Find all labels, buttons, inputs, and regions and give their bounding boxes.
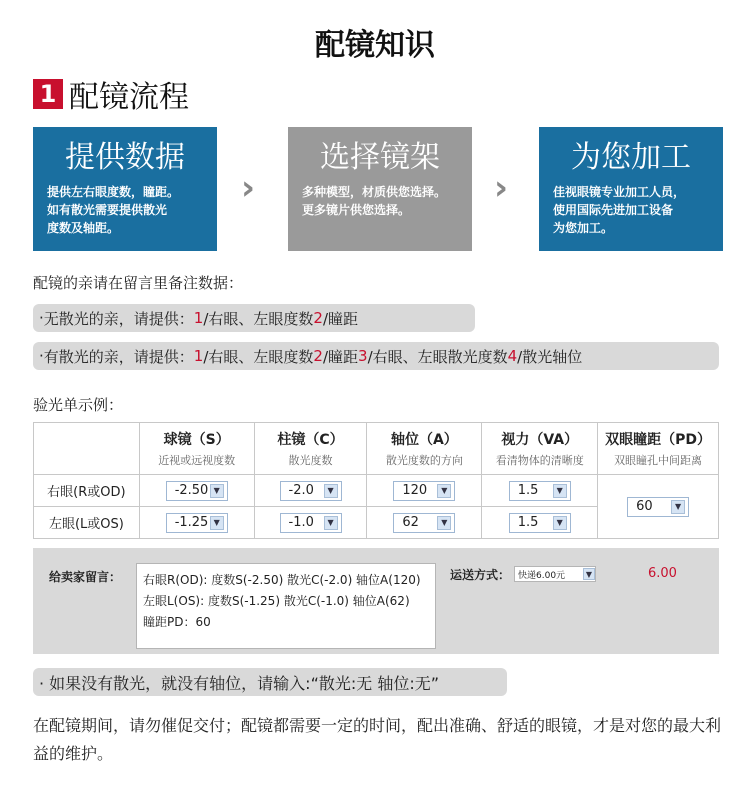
chevron-down-icon: ▼ xyxy=(553,516,567,530)
va-select-left[interactable] xyxy=(509,513,571,533)
table-corner-cell xyxy=(34,423,140,475)
select-value: 1.5 xyxy=(517,515,539,530)
pill-prefix: 有散光的亲，请提供： xyxy=(43,347,194,366)
chevron-down-icon: ▼ xyxy=(437,516,451,530)
sphere-select-left[interactable] xyxy=(166,513,228,533)
cell xyxy=(367,475,482,507)
chevron-down-icon: ▼ xyxy=(671,500,685,514)
chevron-down-icon: ▼ xyxy=(324,484,338,498)
item-text: /瞳距 xyxy=(322,309,359,328)
header-visual-acuity xyxy=(482,423,598,475)
item-text: /瞳距 xyxy=(322,347,359,366)
header-sub: 看清物体的清晰度 xyxy=(495,454,584,467)
step-heading: 选择镜架 xyxy=(320,140,440,175)
table-header-row xyxy=(34,423,719,475)
item-number: 1 xyxy=(193,309,204,327)
header-cylinder xyxy=(254,423,367,475)
no-astigmatism-instructions xyxy=(33,304,475,332)
step-heading: 为您加工 xyxy=(571,140,691,175)
select-value: 62 xyxy=(402,515,419,530)
header-pupil-distance xyxy=(598,423,719,475)
cylinder-select-left[interactable] xyxy=(280,513,342,533)
item-text: /右眼、左眼度数 xyxy=(203,347,314,366)
chevron-right-icon: › xyxy=(494,168,509,208)
select-value: 60 xyxy=(636,499,653,514)
step-desc-line: 使用国际先进加工设备 xyxy=(553,203,674,217)
no-astigmatism-tip: · 如果没有散光，就没有轴位，请输入:“散光:无 轴位:无” xyxy=(33,668,507,696)
step-choose-frame xyxy=(288,127,472,251)
pd-select[interactable] xyxy=(627,497,689,517)
step-desc-line: 度数及轴距。 xyxy=(47,221,120,235)
select-value: 1.5 xyxy=(517,483,539,498)
header-main: 视力（VA） xyxy=(501,432,579,448)
select-value: 快递6.00元 xyxy=(518,570,566,581)
axis-select-left[interactable] xyxy=(393,513,455,533)
step-provide-data xyxy=(33,127,217,251)
select-value: -1.0 xyxy=(288,515,314,530)
cell xyxy=(139,507,254,539)
row-label-left: 左眼(L或OS) xyxy=(34,507,140,539)
chevron-down-icon: ▼ xyxy=(324,516,338,530)
step-desc-line: 更多镜片供您选择。 xyxy=(302,203,411,217)
chevron-down-icon: ▼ xyxy=(553,484,567,498)
section-header xyxy=(33,76,189,115)
cell xyxy=(254,507,367,539)
message-line: 瞳距PD：60 xyxy=(143,615,211,629)
item-number: 1 xyxy=(193,347,204,365)
page-title: 配镜知识 xyxy=(315,28,435,63)
bullet: · xyxy=(39,347,44,365)
item-number: 4 xyxy=(507,347,518,365)
bullet: · xyxy=(39,309,44,327)
chevron-down-icon: ▼ xyxy=(437,484,451,498)
header-sphere xyxy=(139,423,254,475)
item-number: 2 xyxy=(313,309,323,327)
item-text: /右眼、左眼散光度数 xyxy=(367,347,508,366)
intro-text: 配镜的亲请在留言里备注数据： xyxy=(33,274,244,292)
step-desc-line: 如有散光需要提供散光 xyxy=(47,203,168,217)
seller-message-panel xyxy=(33,548,719,654)
header-sub: 双眼瞳孔中间距离 xyxy=(614,454,703,467)
step-desc-line: 提供左右眼度数，瞳距。 xyxy=(47,185,180,199)
section-number-badge: 1 xyxy=(33,79,63,109)
cylinder-select-right[interactable] xyxy=(280,481,342,501)
header-sub: 近视或远视度数 xyxy=(158,454,236,467)
select-value: -2.0 xyxy=(288,483,314,498)
step-heading: 提供数据 xyxy=(65,140,185,175)
cell xyxy=(482,475,598,507)
header-main: 球镜（S） xyxy=(163,432,230,448)
cell xyxy=(367,507,482,539)
step-description xyxy=(47,183,203,237)
message-textarea[interactable] xyxy=(136,563,436,649)
header-sub: 散光度数的方向 xyxy=(385,454,463,467)
row-label-right: 右眼(R或OD) xyxy=(34,475,140,507)
shipping-label: 运送方式： xyxy=(450,568,511,582)
astigmatism-instructions xyxy=(33,342,719,370)
chevron-down-icon: ▼ xyxy=(210,484,224,498)
sphere-select-right[interactable] xyxy=(166,481,228,501)
step-processing xyxy=(539,127,723,251)
item-number: 2 xyxy=(313,347,323,365)
header-main: 柱镜（C） xyxy=(277,432,344,448)
cell xyxy=(254,475,367,507)
step-desc-line: 佳视眼镜专业加工人员， xyxy=(553,185,686,199)
step-desc-line: 为您加工。 xyxy=(553,221,614,235)
cell xyxy=(598,475,719,539)
shipping-select[interactable] xyxy=(514,566,596,582)
delivery-note: 在配镜期间，请勿催促交付；配镜都需要一定的时间，配出准确、舒适的眼镜，才是对您的最大利益的维护。 xyxy=(33,716,722,763)
section-title: 配镜流程 xyxy=(69,80,189,115)
item-text: /散光轴位 xyxy=(517,347,583,366)
table-row-right-eye xyxy=(34,475,719,507)
chevron-down-icon: ▼ xyxy=(583,568,595,580)
select-value: 120 xyxy=(402,483,428,498)
select-value: -1.25 xyxy=(174,515,209,530)
step-description xyxy=(553,183,709,237)
chevron-down-icon: ▼ xyxy=(210,516,224,530)
header-axis xyxy=(367,423,482,475)
item-text: /右眼、左眼度数 xyxy=(203,309,314,328)
axis-select-right[interactable] xyxy=(393,481,455,501)
va-select-right[interactable] xyxy=(509,481,571,501)
step-description xyxy=(302,183,458,219)
message-line: 左眼L(OS): 度数S(-1.25) 散光C(-1.0) 轴位A(62) xyxy=(143,594,410,608)
item-number: 3 xyxy=(358,347,368,365)
shipping-price: 6.00 xyxy=(648,566,677,581)
message-line: 右眼R(OD): 度数S(-2.50) 散光C(-2.0) 轴位A(120) xyxy=(143,573,421,587)
cell xyxy=(482,507,598,539)
cell xyxy=(139,475,254,507)
chevron-right-icon: › xyxy=(241,168,256,208)
pill-prefix: 无散光的亲，请提供： xyxy=(43,309,194,328)
header-main: 双眼瞳距（PD） xyxy=(605,432,712,448)
message-label: 给卖家留言： xyxy=(49,570,122,584)
header-main: 轴位（A） xyxy=(390,432,458,448)
header-sub: 散光度数 xyxy=(288,454,333,467)
prescription-table xyxy=(33,422,719,539)
select-value: -2.50 xyxy=(174,483,209,498)
step-desc-line: 多种模型，材质供您选择。 xyxy=(302,185,447,199)
sample-label: 验光单示例： xyxy=(33,396,124,414)
